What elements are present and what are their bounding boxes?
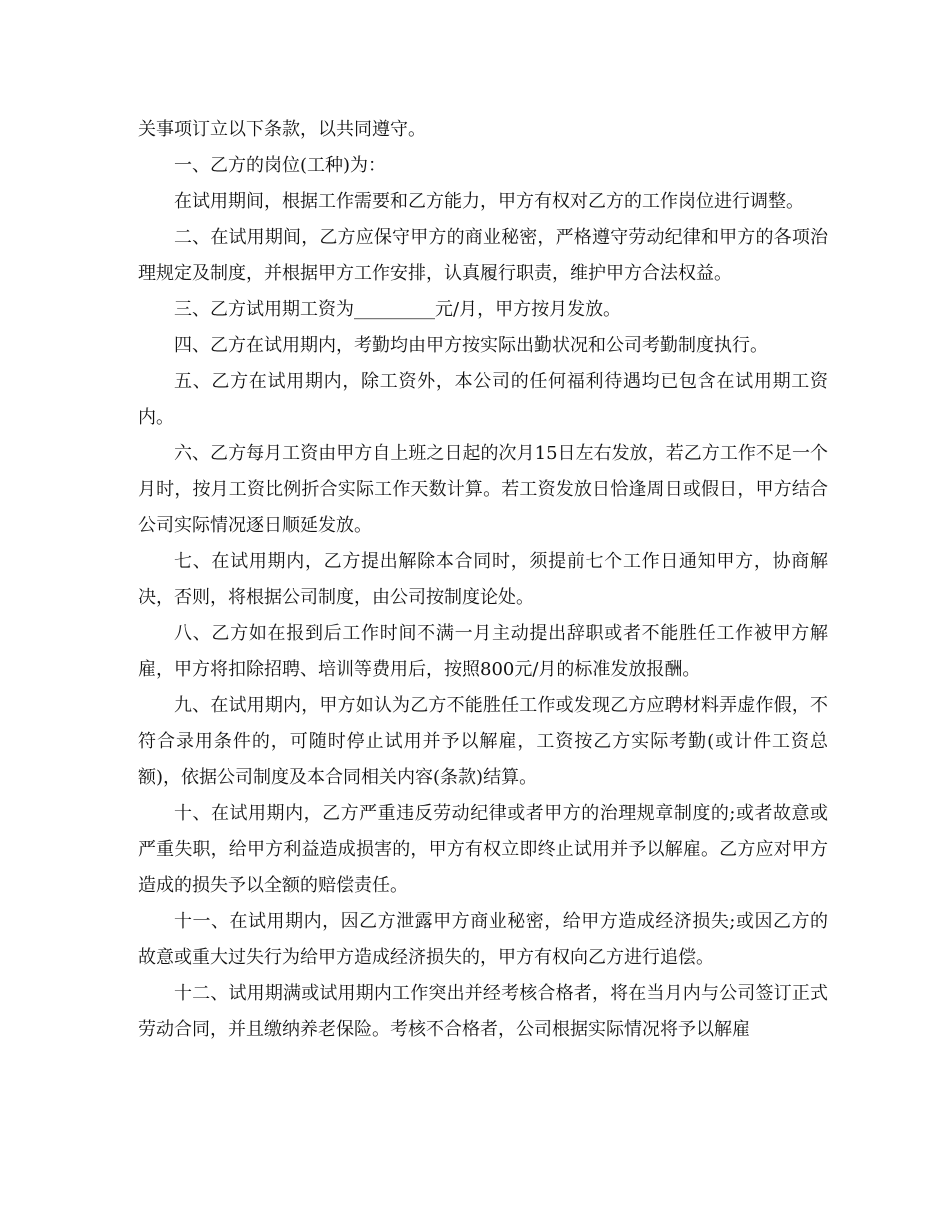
paragraph-clause-4: 四、乙方在试用期内，考勤均由甲方按实际出勤状况和公司考勤制度执行。: [174, 335, 768, 356]
paragraph-clause-1: 一、乙方的岗位(工种)为：: [174, 155, 387, 176]
paragraph-clause-11: 十一、在试用期内，因乙方泄露甲方商业秘密，给甲方造成经济损失;或因乙方的故意或重大过失行为给甲方造成经济损失的，甲方有权向乙方进行追偿。: [138, 911, 828, 968]
paragraph-clause-12: 十二、试用期满或试用期内工作突出并经考核合格者，将在当月内与公司签订正式劳动合同，并且缴纳养老保险。考核不合格者，公司根据实际情况将予以解雇: [138, 983, 828, 1040]
contract-body: [138, 112, 828, 1048]
paragraph-clause-3: 三、乙方试用期工资为_________元/月，甲方按月发放。: [174, 299, 622, 320]
paragraph-clause-10: 十、在试用期内，乙方严重违反劳动纪律或者甲方的治理规章制度的;或者故意或严重失职，给甲方利益造成损害的，甲方有权立即终止试用并予以解雇。乙方应对甲方造成的损失予以全额的赔偿责任。: [138, 803, 828, 896]
paragraph-intro-continuation: 关事项订立以下条款，以共同遵守。: [138, 119, 426, 140]
paragraph-clause-8: 八、乙方如在报到后工作时间不满一月主动提出辞职或者不能胜任工作被甲方解雇，甲方将扣除招聘、培训等费用后，按照800元/月的标准发放报酬。: [138, 623, 828, 680]
paragraph-clause-6: 六、乙方每月工资由甲方自上班之日起的次月15日左右发放，若乙方工作不足一个月时，按月工资比例折合实际工作天数计算。若工资发放日恰逢周日或假日，甲方结合公司实际情况逐日顺延发放。: [138, 443, 828, 536]
paragraph-clause-5: 五、乙方在试用期内，除工资外，本公司的任何福利待遇均已包含在试用期工资内。: [138, 371, 828, 428]
paragraph-clause-1-detail: 在试用期间，根据工作需要和乙方能力，甲方有权对乙方的工作岗位进行调整。: [174, 191, 804, 212]
paragraph-clause-7: 七、在试用期内，乙方提出解除本合同时，须提前七个工作日通知甲方，协商解决，否则，将根据公司制度，由公司按制度论处。: [138, 551, 828, 608]
paragraph-clause-9: 九、在试用期内，甲方如认为乙方不能胜任工作或发现乙方应聘材料弄虚作假，不符合录用条件的，可随时停止试用并予以解雇，工资按乙方实际考勤(或计件工资总额)，依据公司制度及本合同相关内容(条款)结算。: [138, 695, 828, 788]
paragraph-clause-2: 二、在试用期间，乙方应保守甲方的商业秘密，严格遵守劳动纪律和甲方的各项治理规定及制度，并根据甲方工作安排，认真履行职责，维护甲方合法权益。: [138, 227, 828, 284]
